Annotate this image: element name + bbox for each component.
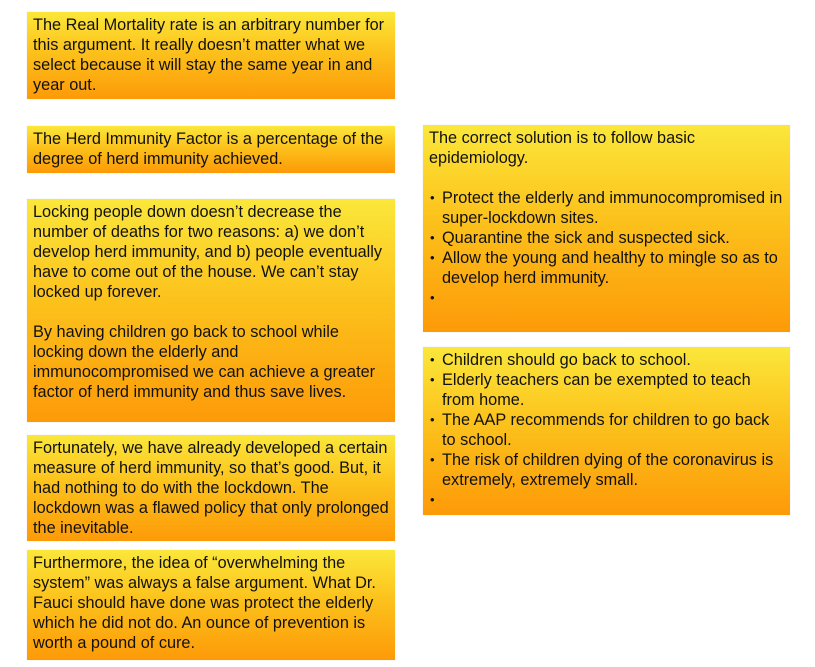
note-solution — [423, 125, 790, 332]
list-item: • The risk of children dying of the coronavirus is extremely, extremely small. — [429, 450, 784, 490]
list-item — [429, 490, 784, 510]
list-item: • Children should go back to school. — [429, 350, 784, 370]
list-item: • Protect the elderly and immunocompromised in super-lockdown sites. — [429, 188, 784, 228]
note-herd-factor — [27, 126, 395, 173]
paragraph-gap — [429, 168, 784, 188]
list-item: • Quarantine the sick and suspected sick. — [429, 228, 784, 248]
list-item: • The AAP recommends for children to go back to school. — [429, 410, 784, 450]
note-paragraph-2: By having children go back to school while locking down the elderly and immunocompromised we can achieve a greater factor of herd immunity and thus save lives. — [33, 323, 376, 401]
note-text: Furthermore, the idea of “overwhelming the system” was always a false argument. What Dr. Fauci should have done was protect the elderly which he did not do. An ounce of prevention is worth a pound of cure. — [33, 554, 376, 652]
bullet-list — [429, 188, 784, 308]
note-text: The Herd Immunity Factor is a percentage of the degree of herd immunity achieved. — [33, 130, 384, 168]
note-furthermore — [27, 550, 395, 660]
note-paragraph-1: Locking people down doesn’t decrease the number of deaths for two reasons: a) we don’t develop herd immunity, and b) people eventually have to come out of the house. We can’t stay locked up forever. — [33, 203, 383, 301]
note-mortality — [27, 12, 395, 99]
list-item: • Elderly teachers can be exempted to teach from home. — [429, 370, 784, 410]
note-school — [423, 347, 790, 515]
bullet-list — [429, 350, 784, 510]
note-text: Fortunately, we have already developed a certain measure of herd immunity, so that’s good. But, it had nothing to do with the lockdown. The lockdown was a flawed policy that only prolonged the inevitable. — [33, 439, 389, 537]
note-lockdown — [27, 199, 395, 422]
note-fortunately — [27, 435, 395, 541]
list-item — [429, 288, 784, 308]
paragraph-gap — [33, 302, 389, 322]
note-intro: The correct solution is to follow basic epidemiology. — [429, 129, 696, 167]
list-item: • Allow the young and healthy to mingle so as to develop herd immunity. — [429, 248, 784, 288]
note-text: The Real Mortality rate is an arbitrary number for this argument. It really doesn’t matter what we select because it will stay the same year in and year out. — [33, 16, 385, 94]
